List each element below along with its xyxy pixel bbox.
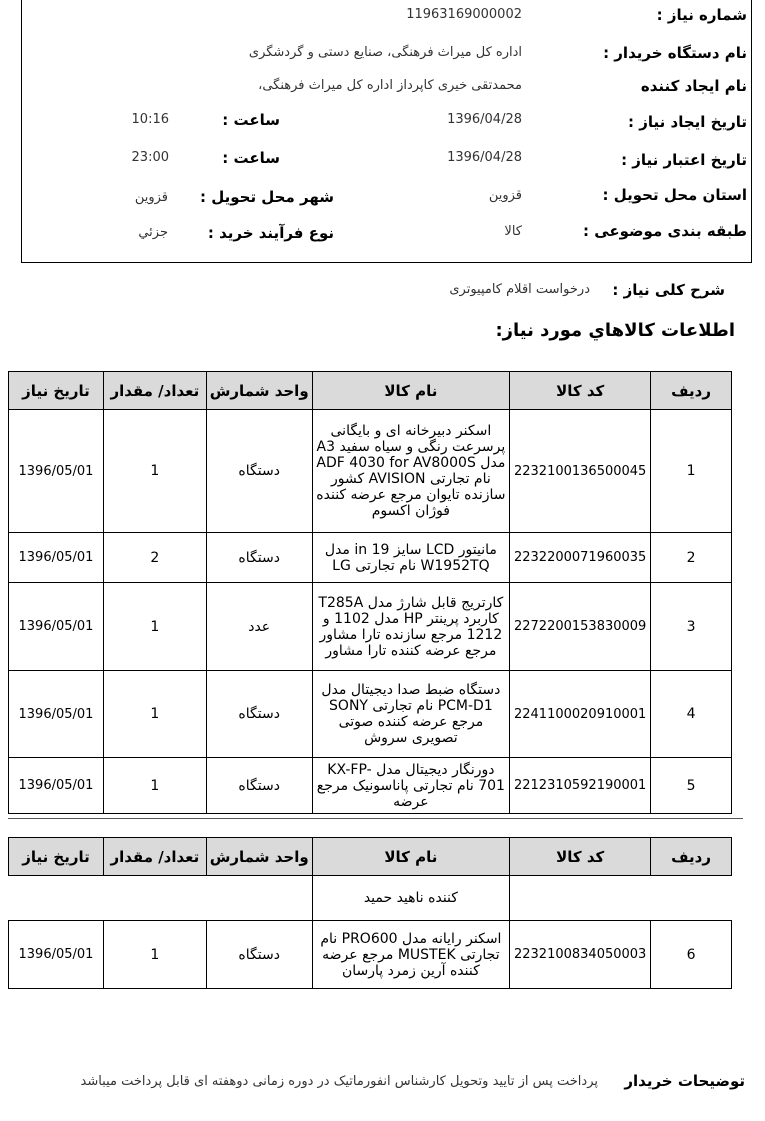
cell-code: 2232200071960035 <box>510 533 651 583</box>
city-value: قزوین <box>134 190 168 205</box>
buyer-org-label: نام دستگاه خریدار : <box>603 44 747 62</box>
cell-date: 1396/05/01 <box>9 921 104 989</box>
col-code: کد کالا <box>510 838 651 876</box>
cell-name: دورنگار دیجیتال مدل KX-FP-701 نام تجارتی پاناسونیک مرجع عرضه <box>312 758 510 814</box>
cell-row: 3 <box>651 583 732 671</box>
cell-date: 1396/05/01 <box>9 758 104 814</box>
empty-cell <box>206 876 312 921</box>
cell-name: مانیتور LCD سایز 19 in مدل W1952TQ نام تجارتی LG <box>312 533 510 583</box>
table-row <box>9 758 732 814</box>
cell-unit: عدد <box>206 583 312 671</box>
col-row: ردیف <box>651 838 732 876</box>
cell-row: 5 <box>651 758 732 814</box>
table-row <box>9 921 732 989</box>
cell-qty: 1 <box>103 671 206 758</box>
col-date: تاریخ نیاز <box>9 372 104 410</box>
col-row: ردیف <box>651 372 732 410</box>
cell-row: 2 <box>651 533 732 583</box>
process-label: نوع فرآیند خرید : <box>207 224 334 242</box>
summary-value: درخواست اقلام کامپیوتری <box>449 282 590 297</box>
cell-code: 2232100136500045 <box>510 410 651 533</box>
cell-row: 6 <box>651 921 732 989</box>
created-time-label: ساعت : <box>222 111 280 129</box>
created-date-value: 1396/04/28 <box>447 112 522 127</box>
summary-label: شرح کلی نیاز : <box>612 281 725 299</box>
cell-code: 2232100834050003 <box>510 921 651 989</box>
empty-cell <box>510 876 651 921</box>
items-table-continued <box>8 837 732 989</box>
cell-unit: دستگاه <box>206 410 312 533</box>
col-qty: تعداد/ مقدار <box>103 838 206 876</box>
col-code: کد کالا <box>510 372 651 410</box>
col-unit: واحد شمارش <box>206 372 312 410</box>
category-value: کالا <box>504 224 522 239</box>
need-number-label: شماره نیاز : <box>656 6 747 24</box>
items-table <box>8 371 732 814</box>
valid-date-label: تاریخ اعتبار نیاز : <box>621 151 747 169</box>
cell-qty: 1 <box>103 410 206 533</box>
creator-label: نام ایجاد کننده <box>640 77 747 95</box>
page-break-line <box>8 818 743 819</box>
cell-unit: دستگاه <box>206 921 312 989</box>
cell-unit: دستگاه <box>206 671 312 758</box>
process-value: جزئي <box>138 225 168 240</box>
empty-cell <box>103 876 206 921</box>
city-label: شهر محل تحویل : <box>199 188 334 206</box>
buyer-org-value: اداره کل میراث فرهنگی، صنایع دستی و گردشگری <box>248 45 522 60</box>
table-row <box>9 671 732 758</box>
buyer-notes-label: توضیحات خریدار <box>624 1072 745 1090</box>
valid-time-value: 23:00 <box>131 150 169 165</box>
table-header-row <box>9 372 732 410</box>
cell-qty: 2 <box>103 533 206 583</box>
province-value: قزوین <box>488 188 522 203</box>
cell-code: 2212310592190001 <box>510 758 651 814</box>
cell-qty: 1 <box>103 921 206 989</box>
cell-row: 1 <box>651 410 732 533</box>
cell-code: 2272200153830009 <box>510 583 651 671</box>
valid-date-value: 1396/04/28 <box>447 150 522 165</box>
cell-code: 2241100020910001 <box>510 671 651 758</box>
cell-name: اسکنر رایانه مدل PRO600 نام تجارتی MUSTEK مرجع عرضه کننده آرین زمرد پارسان <box>312 921 510 989</box>
cell-date: 1396/05/01 <box>9 583 104 671</box>
cell-name: اسکنر دبیرخانه ای و بایگانی پرسرعت رنگی و سیاه سفید A3 مدل ADF 4030 for AV8000S نام تجارتی AVISION کشور سازنده تایوان مرجع عرضه کننده فوژان اکسوم <box>312 410 510 533</box>
col-name: نام کالا <box>312 838 510 876</box>
cell-unit: دستگاه <box>206 758 312 814</box>
buyer-notes-value: پرداخت پس از تایید وتحویل کارشناس انفورماتیک در دوره زمانی دوهفته ای قابل پرداخت میباشد <box>80 1074 598 1089</box>
cell-name: دستگاه ضبط صدا دیجیتال مدل PCM-D1 نام تجارتی SONY مرجع عرضه کننده صوتی تصویری سروش <box>312 671 510 758</box>
table-row <box>9 583 732 671</box>
cell-name-continued: کننده ناهید حمید <box>312 876 510 921</box>
cell-name: کارتریج قابل شارژ مدل T285A کاربرد پرینتر HP مدل 1102 و 1212 مرجع سازنده تارا مشاور مرجع عرضه کننده تارا مشاور <box>312 583 510 671</box>
col-unit: واحد شمارش <box>206 838 312 876</box>
cell-unit: دستگاه <box>206 533 312 583</box>
province-label: استان محل تحویل : <box>602 186 747 204</box>
cell-qty: 1 <box>103 758 206 814</box>
cell-row: 4 <box>651 671 732 758</box>
section-title: اطلاعات کالاهاي مورد نیاز: <box>495 320 735 341</box>
table-header-row <box>9 838 732 876</box>
cell-date: 1396/05/01 <box>9 533 104 583</box>
created-date-label: تاریخ ایجاد نیاز : <box>628 113 747 131</box>
col-qty: تعداد/ مقدار <box>103 372 206 410</box>
need-number-value: 11963169000002 <box>406 7 522 22</box>
col-name: نام کالا <box>312 372 510 410</box>
empty-cell <box>651 876 732 921</box>
table-row <box>9 533 732 583</box>
empty-cell <box>9 876 104 921</box>
created-time-value: 10:16 <box>131 112 169 127</box>
cell-date: 1396/05/01 <box>9 410 104 533</box>
cell-date: 1396/05/01 <box>9 671 104 758</box>
col-date: تاریخ نیاز <box>9 838 104 876</box>
cell-qty: 1 <box>103 583 206 671</box>
creator-value: محمدتقی خیری کاپرداز اداره کل میراث فرهنگی، <box>258 78 522 93</box>
category-label: طبقه بندی موضوعی : <box>583 222 747 240</box>
continuation-row <box>9 876 732 921</box>
table-row <box>9 410 732 533</box>
valid-time-label: ساعت : <box>222 149 280 167</box>
